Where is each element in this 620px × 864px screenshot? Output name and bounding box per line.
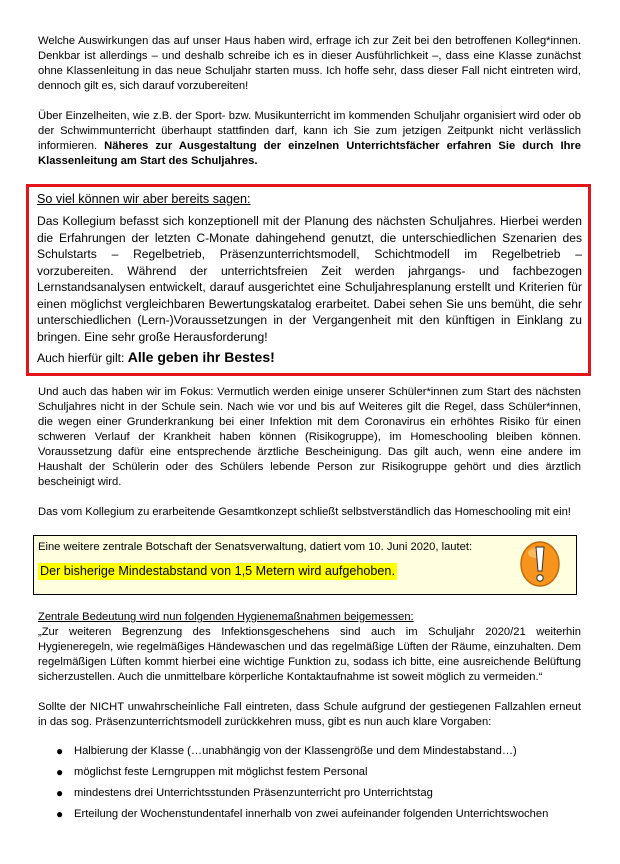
list-item: ● möglichst feste Lerngruppen mit möglichst festem Personal	[56, 765, 368, 779]
notice-highlight: Der bisherige Mindestabstand von 1,5 Metern wird aufgehoben.	[40, 564, 395, 578]
paragraph-klassenleitung: Welche Auswirkungen das auf unser Haus haben wird, erfrage ich zur Zeit bei den betroffenen Kolleg*innen. Denkbar ist allerdings – und deshalb schreibe ich es in dieser Ausführlichkeit –, dass eine Klasse zunächst ohne Klassenleitung in das neue Schuljahr starten muss. Ich hoffe sehr, dass dieser Fall nicht eintreten wird, dennoch gilt es, sich darauf vorzubereiten!	[38, 35, 581, 92]
hygiene-quote: „Zur weiteren Begrenzung des Infektionsgeschehens sind auch im Schuljahr 2020/21 weiterhin Hygieneregeln, wie regelmäßiges Händewaschen und das regelmäßige Lüften der Räume, einzuhalten. Dem regelmäßigen Lüften kommt hierbei eine wichtige Funktion zu, sodass ich bitte, eine ausreichende Belüftung sicherzustellen. Auch die unmittelbare körperliche Kontaktaufnahme ist soweit möglich zu vermeiden.“	[38, 626, 581, 683]
paragraph-homeschooling: Das vom Kollegium zu erarbeitende Gesamtkonzept schließt selbstverständlich das Homeschooling mit ein!	[38, 506, 571, 518]
highlight-box-body: Das Kollegium befasst sich konzeptionell mit der Planung des nächsten Schuljahres. Hierbei werden die Erfahrungen der letzten C-Monate dahingehend genutzt, die unterschiedlichen Szenarien des Schulstarts – Regelbetrieb, Präsenzunterrichtsmodell, Schichtmodell im Regelbetrieb – vorzubereiten. Während der unterrichtsfreien Zeit werden jahrgangs- und fachbezogen Lernstandsanalysen entwickelt, darauf ausgerichtet eine Schuljahresplanung erstellt und Kriterien für einen möglichst vergleichbaren Bewertungskatalog erarbeitet. Dabei sehen Sie uns bemüht, die sehr unterschiedlichen (Lern-)Voraussetzungen in der Vergangenheit mit den künftigen in Einklang zu bringen. Eine sehr große Herausforderung!	[37, 214, 582, 344]
warning-exclamation-icon	[518, 538, 562, 588]
hygiene-heading: Zentrale Bedeutung wird nun folgenden Hygienemaßnahmen beigemessen:	[38, 611, 414, 623]
bullet-icon: ●	[56, 744, 64, 758]
list-item: ● mindestens drei Unterrichtsstunden Präsenzunterricht pro Unterrichtstag	[56, 786, 433, 800]
highlight-box-planung	[26, 184, 591, 376]
closing-strong: Alle geben ihr Bestes!	[127, 349, 275, 365]
notice-intro: Eine weitere zentrale Botschaft der Senatsverwaltung, datiert vom 10. Juni 2020, lautet:	[38, 541, 473, 553]
notice-box-mindestabstand	[33, 535, 577, 595]
paragraph-praesenzmodell: Sollte der NICHT unwahrscheinliche Fall eintreten, dass Schule aufgrund der gestiegenen Fallzahlen erneut in das sog. Präsenzunterrichtsmodell zurückkehren muss, gibt es nun auch klare Vorgaben:	[38, 701, 581, 728]
requirements-list	[56, 744, 581, 822]
bullet-icon: ●	[56, 765, 64, 779]
paragraph-einzelheiten-bold: Näheres zur Ausgestaltung der einzelnen Unterrichtsfächer erfahren Sie durch Ihre Klassenleitung am Start des Schuljahres.	[38, 140, 581, 167]
bullet-icon: ●	[56, 786, 64, 800]
list-item: ● Halbierung der Klasse (…unabhängig von der Klassengröße und dem Mindestabstand…)	[56, 744, 517, 758]
highlight-box-closing	[37, 349, 582, 367]
highlight-box-heading: So viel können wir aber bereits sagen:	[37, 192, 251, 206]
bullet-icon: ●	[56, 807, 64, 821]
closing-lead: Auch hierfür gilt:	[37, 351, 128, 365]
document-page	[38, 34, 581, 828]
paragraph-einzelheiten	[38, 109, 581, 169]
paragraph-risikogruppe: Und auch das haben wir im Fokus: Vermutlich werden einige unserer Schüler*innen zum Start des nächsten Schuljahres nicht in der Schule sein. Nach wie vor und bis auf Weiteres gilt die Regel, dass Schüler*innen, die wegen einer Grunderkrankung bei einer Infektion mit dem Coronavirus ein erhöhtes Risiko für einen schweren Verlauf der Krankheit haben können (Risikogruppe), im Homeschooling bleiben können. Voraussetzung dafür eine entsprechende ärztliche Bescheinigung. Das gilt auch, wenn eine andere im Haushalt der Schülerin oder des Schülers lebende Person zur Risikogruppe gehört und dies ärztlich bescheinigt wird.	[38, 386, 581, 488]
paragraph-einzelheiten-normal: Über Einzelheiten, wie z.B. der Sport- bzw. Musikunterricht im kommenden Schuljahr organisiert wird oder ob der Schwimmunterricht überhaupt stattfinden darf, kann ich Sie zum jetzigen Zeitpunkt nicht verlässlich informieren.	[38, 110, 581, 152]
list-item: ● Erteilung der Wochenstundentafel innerhalb von zwei aufeinander folgenden Unterrichtswochen	[56, 807, 549, 821]
